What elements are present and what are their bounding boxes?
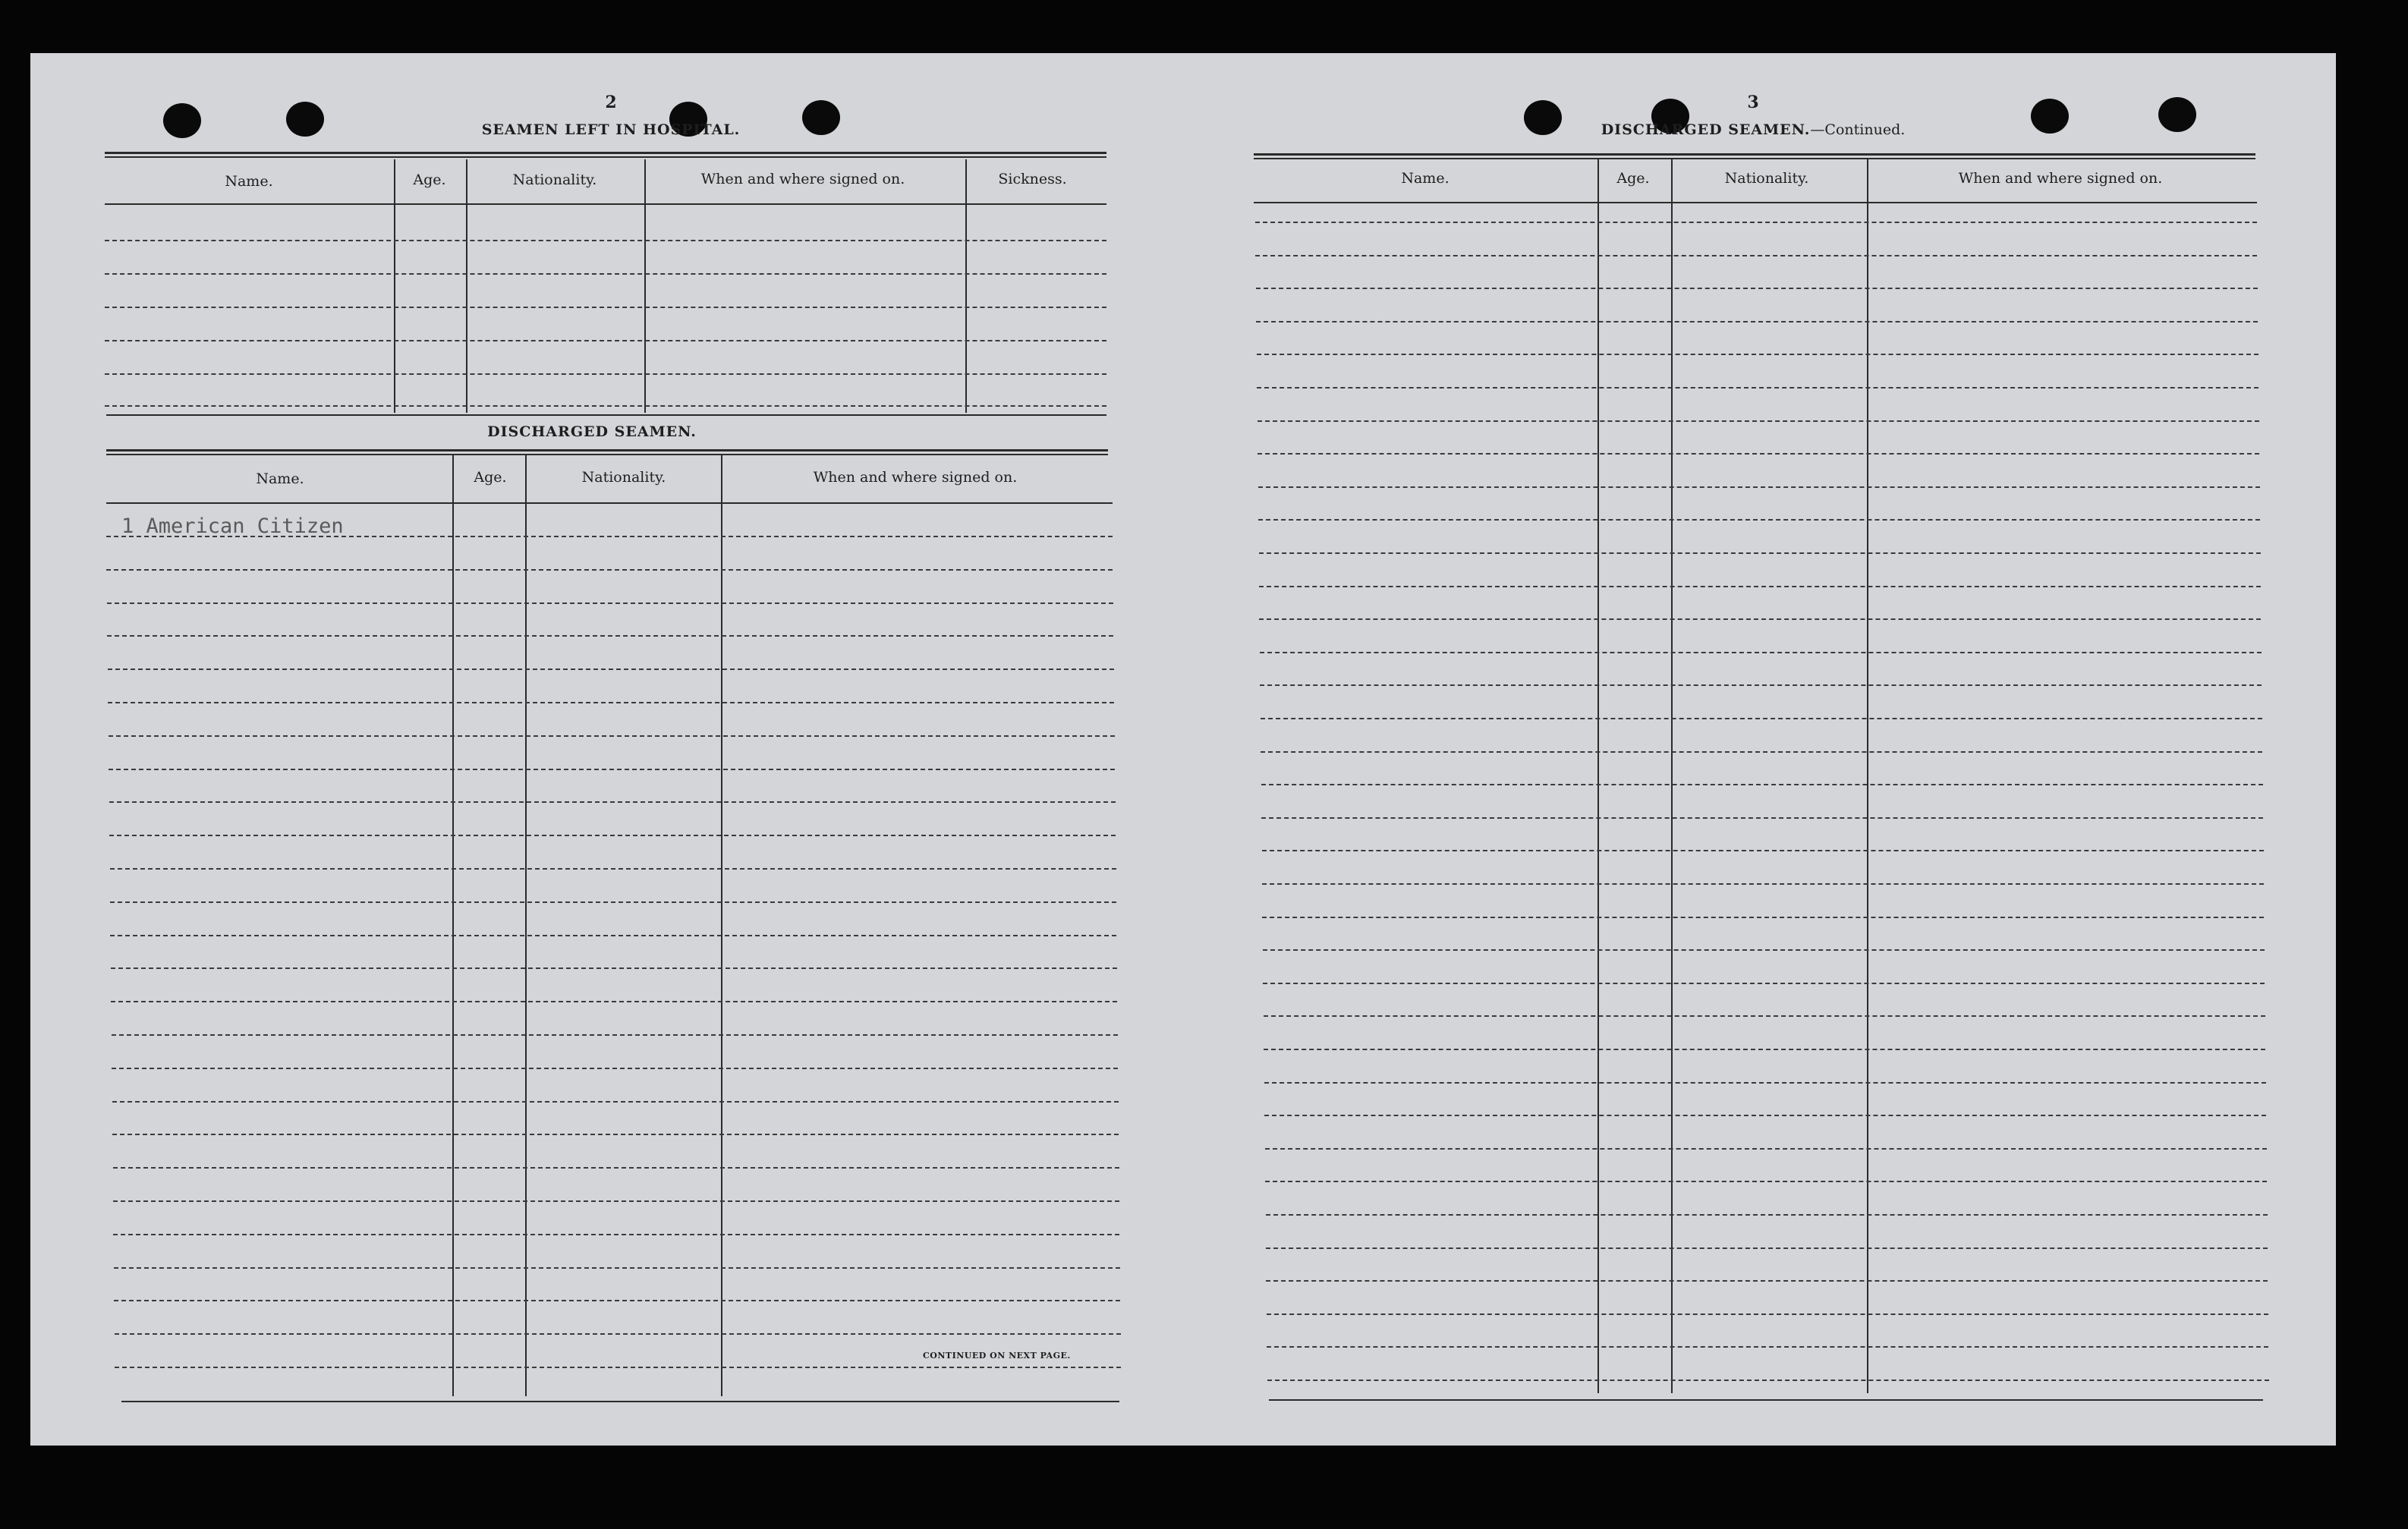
- entry-line: [105, 373, 1106, 375]
- entry-line: [1264, 1015, 2265, 1017]
- entry-line: [109, 835, 1116, 836]
- header-rule: [1254, 202, 2257, 203]
- entry-line: [113, 1200, 1119, 1202]
- continued-note: CONTINUED ON NEXT PAGE.: [923, 1351, 1071, 1361]
- header-rule: [106, 502, 1113, 504]
- entry-line: [1258, 519, 2260, 521]
- entry-line: [1262, 883, 2264, 885]
- right-top-rule: [1254, 153, 2255, 159]
- entry-line: [1256, 321, 2258, 322]
- col-age-header: Age.: [474, 469, 507, 486]
- column-divider: [1597, 158, 1599, 1393]
- punch-hole: [163, 103, 201, 138]
- discharged-top-rule: [106, 449, 1108, 455]
- entry-line: [113, 1234, 1119, 1235]
- entry-line: [114, 1267, 1120, 1269]
- entry-line: [105, 273, 1106, 275]
- punch-hole: [802, 100, 840, 135]
- entry-line: [1263, 983, 2265, 984]
- discharged-entry-name: 1 American Citizen: [121, 514, 344, 538]
- entry-line: [1260, 652, 2262, 653]
- column-divider: [525, 455, 527, 1396]
- entry-line: [1256, 288, 2258, 289]
- col-signed-on-header: When and where signed on.: [1958, 170, 2163, 187]
- entry-line: [1255, 222, 2257, 223]
- entry-line: [1259, 618, 2261, 620]
- page-number: 3: [1747, 93, 1759, 112]
- entry-line: [108, 669, 1114, 670]
- form-sheet: [30, 53, 2336, 1446]
- entry-line: [1255, 255, 2257, 256]
- entry-line: [111, 967, 1117, 969]
- entry-line: [110, 901, 1116, 903]
- entry-line: [1264, 1049, 2265, 1050]
- entry-line: [112, 1034, 1118, 1036]
- col-nationality-header: Nationality.: [581, 469, 666, 486]
- col-signed-on-header: When and where signed on.: [700, 171, 905, 187]
- column-divider: [721, 455, 722, 1396]
- entry-line: [1264, 1082, 2266, 1084]
- col-name-header: Name.: [1401, 170, 1450, 187]
- entry-line: [105, 340, 1106, 341]
- entry-line: [112, 1101, 1119, 1103]
- entry-line: [115, 1367, 1121, 1368]
- entry-line: [1257, 354, 2258, 355]
- entry-line: [111, 1001, 1117, 1002]
- entry-line: [107, 635, 1113, 637]
- entry-line: [105, 307, 1106, 308]
- page-number: 2: [605, 93, 617, 112]
- entry-line: [1264, 1115, 2266, 1116]
- entry-line: [1261, 784, 2263, 785]
- col-nationality-header: Nationality.: [1724, 170, 1809, 187]
- hospital-bottom-rule: [106, 414, 1106, 416]
- hospital-top-rule: [105, 152, 1106, 158]
- column-divider: [1867, 158, 1868, 1393]
- discharged-section-title: DISCHARGED SEAMEN.: [487, 423, 697, 440]
- entry-line: [1259, 586, 2261, 587]
- entry-line: [105, 240, 1106, 241]
- entry-line: [1257, 387, 2258, 389]
- entry-line: [106, 569, 1113, 571]
- entry-line: [113, 1167, 1119, 1169]
- entry-line: [1267, 1313, 2268, 1315]
- entry-line: [1266, 1247, 2268, 1249]
- entry-line: [107, 602, 1113, 604]
- section-title-suffix: —Continued.: [1810, 121, 1906, 138]
- entry-line: [110, 935, 1116, 936]
- col-name-header: Name.: [256, 470, 304, 487]
- entry-line: [1266, 1280, 2268, 1282]
- punch-hole: [2031, 99, 2069, 134]
- entry-line: [109, 735, 1115, 737]
- col-name-header: Name.: [225, 173, 273, 190]
- entry-line: [106, 536, 1113, 537]
- entry-line: [108, 702, 1114, 703]
- column-divider: [452, 455, 454, 1396]
- col-age-header: Age.: [413, 171, 446, 188]
- entry-line: [1267, 1346, 2268, 1348]
- punch-hole: [2158, 97, 2196, 132]
- entry-line: [112, 1068, 1118, 1069]
- entry-line: [105, 405, 1106, 407]
- col-nationality-header: Nationality.: [512, 171, 597, 188]
- entry-line: [1262, 850, 2264, 851]
- discharged-continued-title: [1556, 121, 1950, 138]
- entry-line: [115, 1333, 1121, 1335]
- entry-line: [1258, 453, 2259, 455]
- entry-line: [1265, 1181, 2267, 1182]
- entry-line: [1262, 917, 2264, 918]
- entry-line: [1265, 1148, 2267, 1150]
- col-sickness-header: Sickness.: [998, 171, 1067, 187]
- punch-hole: [286, 102, 324, 137]
- section-title: DISCHARGED SEAMEN.: [1601, 121, 1811, 138]
- entry-line: [1258, 486, 2260, 488]
- entry-line: [109, 769, 1115, 770]
- entry-line: [1260, 684, 2262, 686]
- entry-line: [1261, 817, 2263, 819]
- col-age-header: Age.: [1616, 170, 1650, 187]
- entry-line: [1261, 718, 2262, 719]
- entry-line: [1258, 420, 2259, 422]
- hospital-section-title: SEAMEN LEFT IN HOSPITAL.: [481, 121, 741, 138]
- right-bottom-rule: [1269, 1399, 2263, 1401]
- entry-line: [109, 801, 1116, 803]
- entry-line: [1263, 949, 2265, 951]
- entry-line: [1267, 1380, 2269, 1381]
- entry-line: [110, 868, 1116, 870]
- col-signed-on-header: When and where signed on.: [813, 469, 1018, 486]
- header-rule: [105, 203, 1106, 205]
- entry-line: [1266, 1214, 2268, 1216]
- entry-line: [1259, 552, 2261, 554]
- column-divider: [1671, 158, 1673, 1393]
- entry-line: [112, 1134, 1119, 1135]
- entry-line: [1261, 751, 2262, 753]
- entry-line: [114, 1300, 1120, 1301]
- discharged-bottom-rule: [121, 1401, 1119, 1402]
